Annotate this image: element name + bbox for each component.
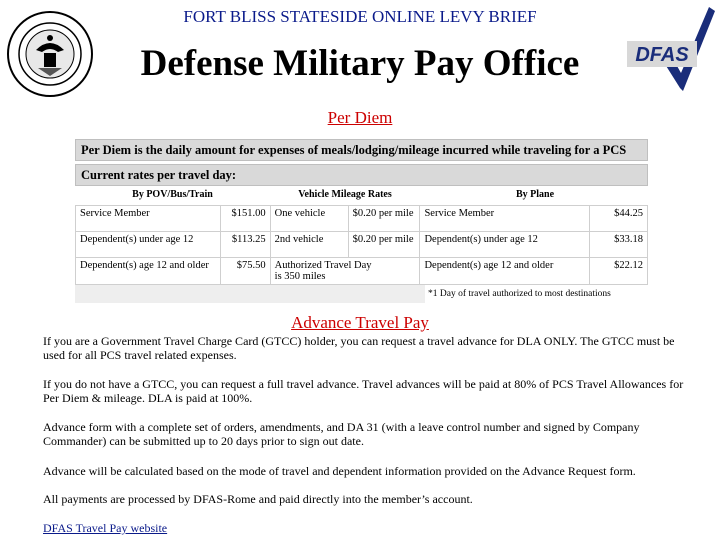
- col-header-pov: By POV/Bus/Train: [132, 189, 213, 200]
- table-cell: $22.12: [590, 258, 648, 285]
- dfas-travel-pay-link[interactable]: DFAS Travel Pay website: [43, 521, 168, 535]
- table-cell: 2nd vehicle: [270, 232, 348, 258]
- table-cell: One vehicle: [270, 206, 348, 232]
- svg-text:DFAS: DFAS: [635, 44, 689, 66]
- table-row: [76, 258, 648, 285]
- dfas-logo-icon: [625, 3, 717, 93]
- table-footer-shading: [75, 285, 425, 303]
- advance-travel-pay-heading: Advance Travel Pay: [291, 313, 429, 332]
- footnote: *1 Day of travel authorized to most destinations: [428, 289, 611, 299]
- table-row: [76, 206, 648, 232]
- page-title: Defense Military Pay Office: [140, 43, 580, 84]
- table-cell: Dependent(s) under age 12: [420, 232, 590, 258]
- table-cell: $151.00: [220, 206, 270, 232]
- per-diem-heading: Per Diem: [327, 108, 393, 127]
- brief-title: FORT BLISS STATESIDE ONLINE LEVY BRIEF: [183, 7, 537, 26]
- paragraph: All payments are processed by DFAS-Rome and paid directly into the member’s account.: [43, 492, 473, 506]
- rates-label: Current rates per travel day:: [75, 164, 648, 186]
- table-cell: $113.25: [220, 232, 270, 258]
- table-cell: $33.18: [590, 232, 648, 258]
- per-diem-description: Per Diem is the daily amount for expenses of meals/lodging/mileage incurred while traveling for a PCS: [75, 139, 648, 161]
- paragraph: If you do not have a GTCC, you can request a full travel advance. Travel advances will be paid at 80% of PCS Travel Allowances for Per Diem & mileage. DLA is paid at 100%.: [43, 377, 684, 405]
- rates-table: [75, 205, 648, 285]
- table-cell: Dependent(s) age 12 and older: [420, 258, 590, 285]
- table-cell: Service Member: [76, 206, 221, 232]
- paragraph: If you are a Government Travel Charge Card (GTCC) holder, you can request a travel advance for DLA ONLY. The GTCC must be used for all PCS travel related expenses.: [43, 334, 675, 362]
- table-cell: $0.20 per mile: [348, 206, 420, 232]
- col-header-plane: By Plane: [515, 189, 555, 200]
- table-cell: $0.20 per mile: [348, 232, 420, 258]
- paragraph: Advance form with a complete set of orders, amendments, and DA 31 (with a leave control number and signed by Company Commander) can be submitted up to 20 days prior to sign out date.: [43, 420, 640, 448]
- paragraph: Advance will be calculated based on the mode of travel and dependent information provided on the Advance Request form.: [43, 464, 636, 478]
- table-cell: Dependent(s) age 12 and older: [76, 258, 221, 285]
- table-cell: $75.50: [220, 258, 270, 285]
- col-header-mileage: Vehicle Mileage Rates: [298, 189, 392, 200]
- table-row: [76, 232, 648, 258]
- table-cell: Dependent(s) under age 12: [76, 232, 221, 258]
- table-cell: $44.25: [590, 206, 648, 232]
- table-cell: Authorized Travel Day is 350 miles: [270, 258, 420, 285]
- table-cell: Service Member: [420, 206, 590, 232]
